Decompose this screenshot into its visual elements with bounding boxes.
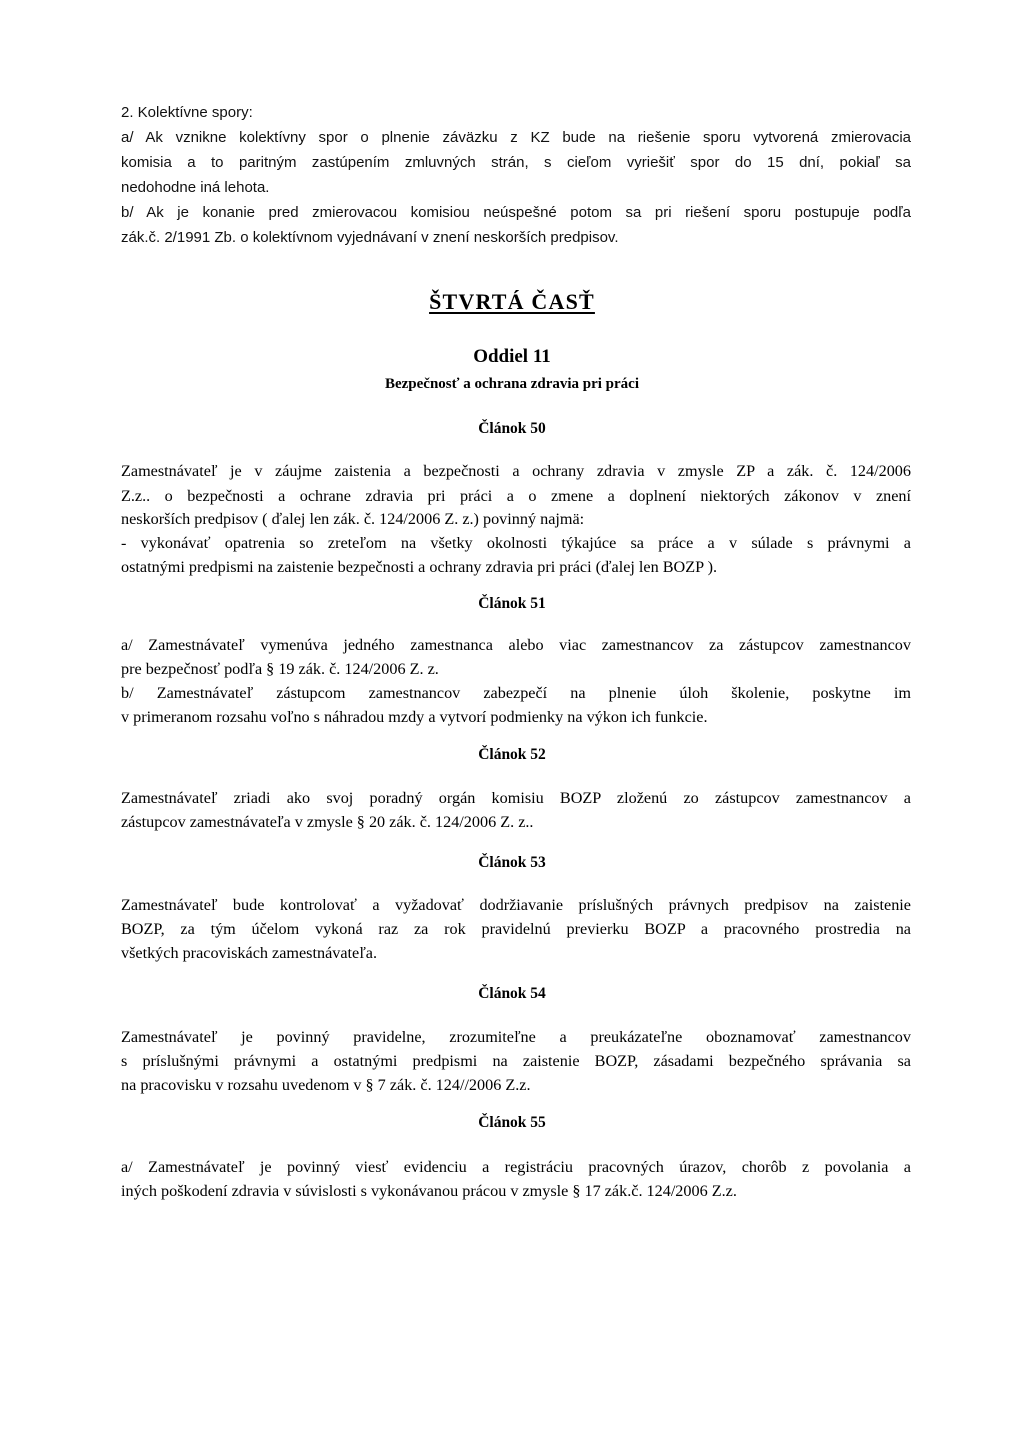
paragraph-line: komisia a to paritným zastúpením zmluvných strán, s cieľom vyriešiť spor do 15 dní, pokiaľ sa: [121, 154, 911, 171]
paragraph-line: Zamestnávateľ je povinný pravidelne, zrozumiteľne a preukázateľne oboznamovať zamestnancov: [121, 1028, 911, 1046]
paragraph-line: Zamestnávateľ je v záujme zaistenia a bezpečnosti a ochrany zdravia v zmysle ZP a zák. č. 124/2006: [121, 462, 911, 480]
paragraph-line: a/ Zamestnávateľ je povinný viesť evidenciu a registráciu pracovných úrazov, chorôb z povolania a: [121, 1158, 911, 1176]
part-title: [0, 288, 1024, 316]
paragraph-line: zástupcov zamestnávateľa v zmysle § 20 zák. č. 124/2006 Z. z..: [121, 813, 534, 831]
section-heading: 2. Kolektívne spory:: [121, 104, 253, 121]
paragraph-line: a/ Ak vznikne kolektívny spor o plnenie záväzku z KZ bude na riešenie sporu vytvorená zmierovacia: [121, 129, 911, 146]
paragraph-line: a/ Zamestnávateľ vymenúva jedného zamestnanca alebo viac zamestnancov za zástupcov zamestnancov: [121, 636, 911, 654]
paragraph-line: na pracovisku v rozsahu uvedenom v § 7 zák. č. 124//2006 Z.z.: [121, 1076, 531, 1094]
paragraph-line: BOZP, za tým účelom vykoná raz za rok pravidelnú previerku BOZP a pracovného prostredia na: [121, 920, 911, 938]
article-title: Článok 53: [478, 854, 546, 871]
paragraph-line: v primeranom rozsahu voľno s náhradou mzdy a vytvorí podmienky na výkon ich funkcie.: [121, 708, 708, 726]
section-subtitle: Bezpečnosť a ochrana zdravia pri práci: [384, 376, 640, 392]
paragraph-line: b/ Zamestnávateľ zástupcom zamestnancov zabezpečí na plnenie úloh školenie, poskytne im: [121, 684, 911, 702]
paragraph-line: - vykonávať opatrenia so zreteľom na všetky okolnosti týkajúce sa práce a v súlade s právnymi a: [121, 534, 911, 552]
paragraph-line: b/ Ak je konanie pred zmierovacou komisiou neúspešné potom sa pri riešení sporu postupuje podľa: [121, 204, 911, 221]
paragraph-line: pre bezpečnosť podľa § 19 zák. č. 124/2006 Z. z.: [121, 660, 439, 678]
article-title: Článok 54: [478, 985, 546, 1002]
paragraph-line: zák.č. 2/1991 Zb. o kolektívnom vyjednávaní v znení neskorších predpisov.: [121, 229, 619, 246]
paragraph-line: iných poškodení zdravia v súvislosti s vykonávanou prácou v zmysle § 17 zák.č. 124/2006 Z.z.: [121, 1182, 737, 1200]
paragraph-line: s príslušnými právnymi a ostatnými predpismi na zaistenie BOZP, zásadami bezpečného správania sa: [121, 1052, 911, 1070]
section-title: Oddiel 11: [473, 346, 551, 367]
paragraph-line: Zamestnávateľ bude kontrolovať a vyžadovať dodržiavanie príslušných právnych predpisov na zaistenie: [121, 896, 911, 914]
article-title: Článok 55: [478, 1114, 546, 1131]
paragraph-line: všetkých pracoviskách zamestnávateľa.: [121, 944, 378, 962]
paragraph-line: ostatnými predpismi na zaistenie bezpečnosti a ochrany zdravia pri práci (ďalej len BOZP ).: [121, 558, 718, 576]
paragraph-line: nedohodne iná lehota.: [121, 179, 270, 196]
article-title: Článok 50: [478, 420, 546, 437]
paragraph-line: neskorších predpisov ( ďalej len zák. č. 124/2006 Z. z.) povinný najmä:: [121, 510, 585, 528]
article-title: Článok 52: [478, 746, 546, 763]
part-title-text: ŠTVRTÁ ČASŤ: [429, 289, 595, 314]
article-title: Článok 51: [478, 595, 546, 612]
paragraph-line: Zamestnávateľ zriadi ako svoj poradný orgán komisiu BOZP zloženú zo zástupcov zamestnancov a: [121, 789, 911, 807]
paragraph-line: Z.z.. o bezpečnosti a ochrane zdravia pri práci a o zmene a doplnení niektorých zákonov v znení: [121, 487, 911, 505]
